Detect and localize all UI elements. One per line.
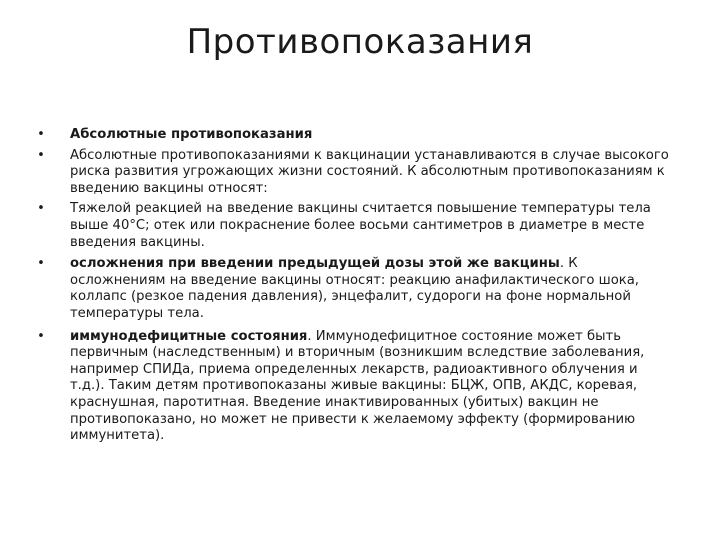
bullet-text: Тяжелой реакцией на введение вакцины считается повышение температуры тела выше 40°С; отек или покраснение более восьми сантиметров в диаметре в месте введения вакцины.: [70, 201, 651, 250]
bullet-icon: •: [37, 201, 45, 217]
bullet-item-complications: [35, 256, 675, 322]
bullet-item-absolute-definition: [35, 148, 675, 198]
bullet-icon: •: [37, 147, 45, 163]
bullet-bold-text: осложнения при введении предыдущей дозы этой же вакцины: [70, 256, 560, 272]
bullet-icon: •: [37, 127, 45, 142]
slide-title: Противопоказания: [186, 22, 534, 62]
bullet-icon: •: [37, 328, 45, 344]
bullet-bold-text: иммунодефицитные состояния: [70, 328, 308, 344]
bullet-icon: •: [37, 256, 45, 272]
bullet-item-absolute-heading: [35, 127, 675, 144]
bullet-list: [35, 127, 675, 449]
bullet-text: Абсолютные противопоказаниями к вакцинации устанавливаются в случае высокого риска развития угрожающих жизни состояний. К абсолютным противопоказаниям к введению вакцины относят:: [70, 147, 669, 196]
bullet-item-severe-reaction: [35, 201, 675, 251]
bullet-text: . Иммунодефицитное состояние может быть первичным (наследственным) и вторичным (возникшим вследствие заболевания, например СПИДа, приема определенных лекарств, радиоактивного облучения и т.д.). Таким детям противопоказаны живые вакцины: БЦЖ, ОПВ, АКДС, коревая, краснушная, паротитная. Введение инактивированных (убитых) вакцин не противопоказано, но может не привести к желаемому эффекту (формированию иммунитета).: [70, 328, 645, 444]
bullet-text: . К осложнениям на введение вакцины относят: реакцию анафилактического шока, коллапс (резкое падения давления), энцефалит, судороги на фоне нормальной температуры тела.: [70, 256, 639, 321]
bullet-bold-text: Абсолютные противопоказания: [70, 127, 313, 142]
bullet-item-immunodeficiency: [35, 329, 675, 445]
